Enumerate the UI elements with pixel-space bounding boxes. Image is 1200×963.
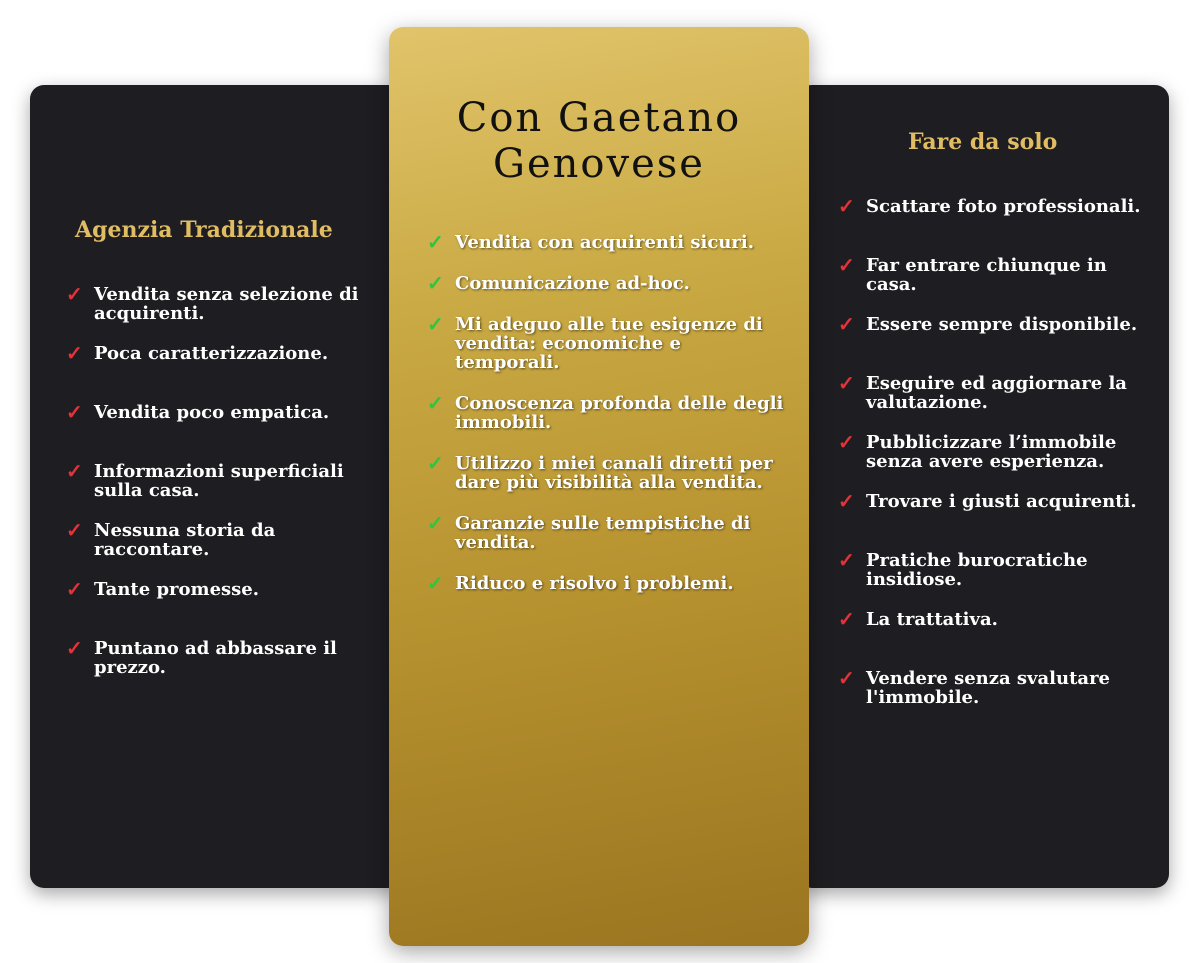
check-icon: ✓ [427, 391, 444, 415]
cross-icon: ✓ [66, 400, 83, 424]
cross-icon: ✓ [66, 282, 83, 306]
traditional-agency-list [66, 282, 386, 698]
list-item: ✓ Utilizzo i miei canali diretti per dare più visibilità alla vendita. [427, 451, 773, 493]
cross-icon: ✓ [66, 636, 83, 660]
gaetano-genovese-title: Con Gaetano Genovese [456, 95, 742, 187]
gaetano-genovese-list [427, 230, 787, 614]
list-item: ✓ La trattativa. [838, 607, 998, 631]
list-item: ✓ Poca caratterizzazione. [66, 341, 329, 365]
check-icon: ✓ [427, 312, 444, 336]
list-item: ✓ Tante promesse. [66, 577, 260, 601]
list-item: ✓ Eseguire ed aggiornare la valutazione. [838, 371, 1127, 413]
traditional-agency-card [30, 85, 402, 888]
list-item: ✓ Vendita senza selezione di acquirenti. [66, 282, 359, 324]
cross-icon: ✓ [838, 253, 855, 277]
gaetano-genovese-card [389, 27, 809, 946]
list-item: ✓ Pratiche burocratiche insidiose. [838, 548, 1088, 590]
check-icon: ✓ [427, 511, 444, 535]
do-it-yourself-list [838, 194, 1158, 728]
list-item: ✓ Trovare i giusti acquirenti. [838, 489, 1137, 513]
list-item: ✓ Pubblicizzare l’immobile senza avere esperienza. [838, 430, 1117, 472]
cross-icon: ✓ [838, 548, 855, 572]
list-item: ✓ Puntano ad abbassare il prezzo. [66, 636, 337, 678]
do-it-yourself-title: Fare da solo [908, 129, 1058, 155]
cross-icon: ✓ [838, 666, 855, 690]
list-item: ✓ Garanzie sulle tempistiche di vendita. [427, 511, 751, 553]
do-it-yourself-card [798, 85, 1169, 888]
cross-icon: ✓ [66, 341, 83, 365]
traditional-agency-title: Agenzia Tradizionale [75, 217, 333, 243]
list-item: ✓ Far entrare chiunque in casa. [838, 253, 1107, 295]
check-icon: ✓ [427, 571, 444, 595]
list-item: ✓ Vendere senza svalutare l'immobile. [838, 666, 1111, 708]
cross-icon: ✓ [838, 194, 855, 218]
check-icon: ✓ [427, 271, 444, 295]
cross-icon: ✓ [66, 459, 83, 483]
list-item: ✓ Vendita poco empatica. [66, 400, 330, 424]
list-item: ✓ Essere sempre disponibile. [838, 312, 1138, 336]
cross-icon: ✓ [838, 312, 855, 336]
list-item: ✓ Informazioni superficiali sulla casa. [66, 459, 344, 501]
cross-icon: ✓ [838, 607, 855, 631]
cross-icon: ✓ [838, 489, 855, 513]
list-item: ✓ Mi adeguo alle tue esigenze di vendita: economiche e temporali. [427, 312, 763, 373]
check-icon: ✓ [427, 451, 444, 475]
check-icon: ✓ [427, 230, 444, 254]
list-item: ✓ Comunicazione ad-hoc. [427, 271, 690, 295]
cross-icon: ✓ [66, 577, 83, 601]
list-item: ✓ Nessuna storia da raccontare. [66, 518, 276, 560]
cross-icon: ✓ [66, 518, 83, 542]
list-item: ✓ Riduco e risolvo i problemi. [427, 571, 734, 595]
list-item: ✓ Vendita con acquirenti sicuri. [427, 230, 755, 254]
cross-icon: ✓ [838, 371, 855, 395]
list-item: ✓ Scattare foto professionali. [838, 194, 1141, 218]
list-item: ✓ Conoscenza profonda delle degli immobili. [427, 391, 784, 433]
cross-icon: ✓ [838, 430, 855, 454]
